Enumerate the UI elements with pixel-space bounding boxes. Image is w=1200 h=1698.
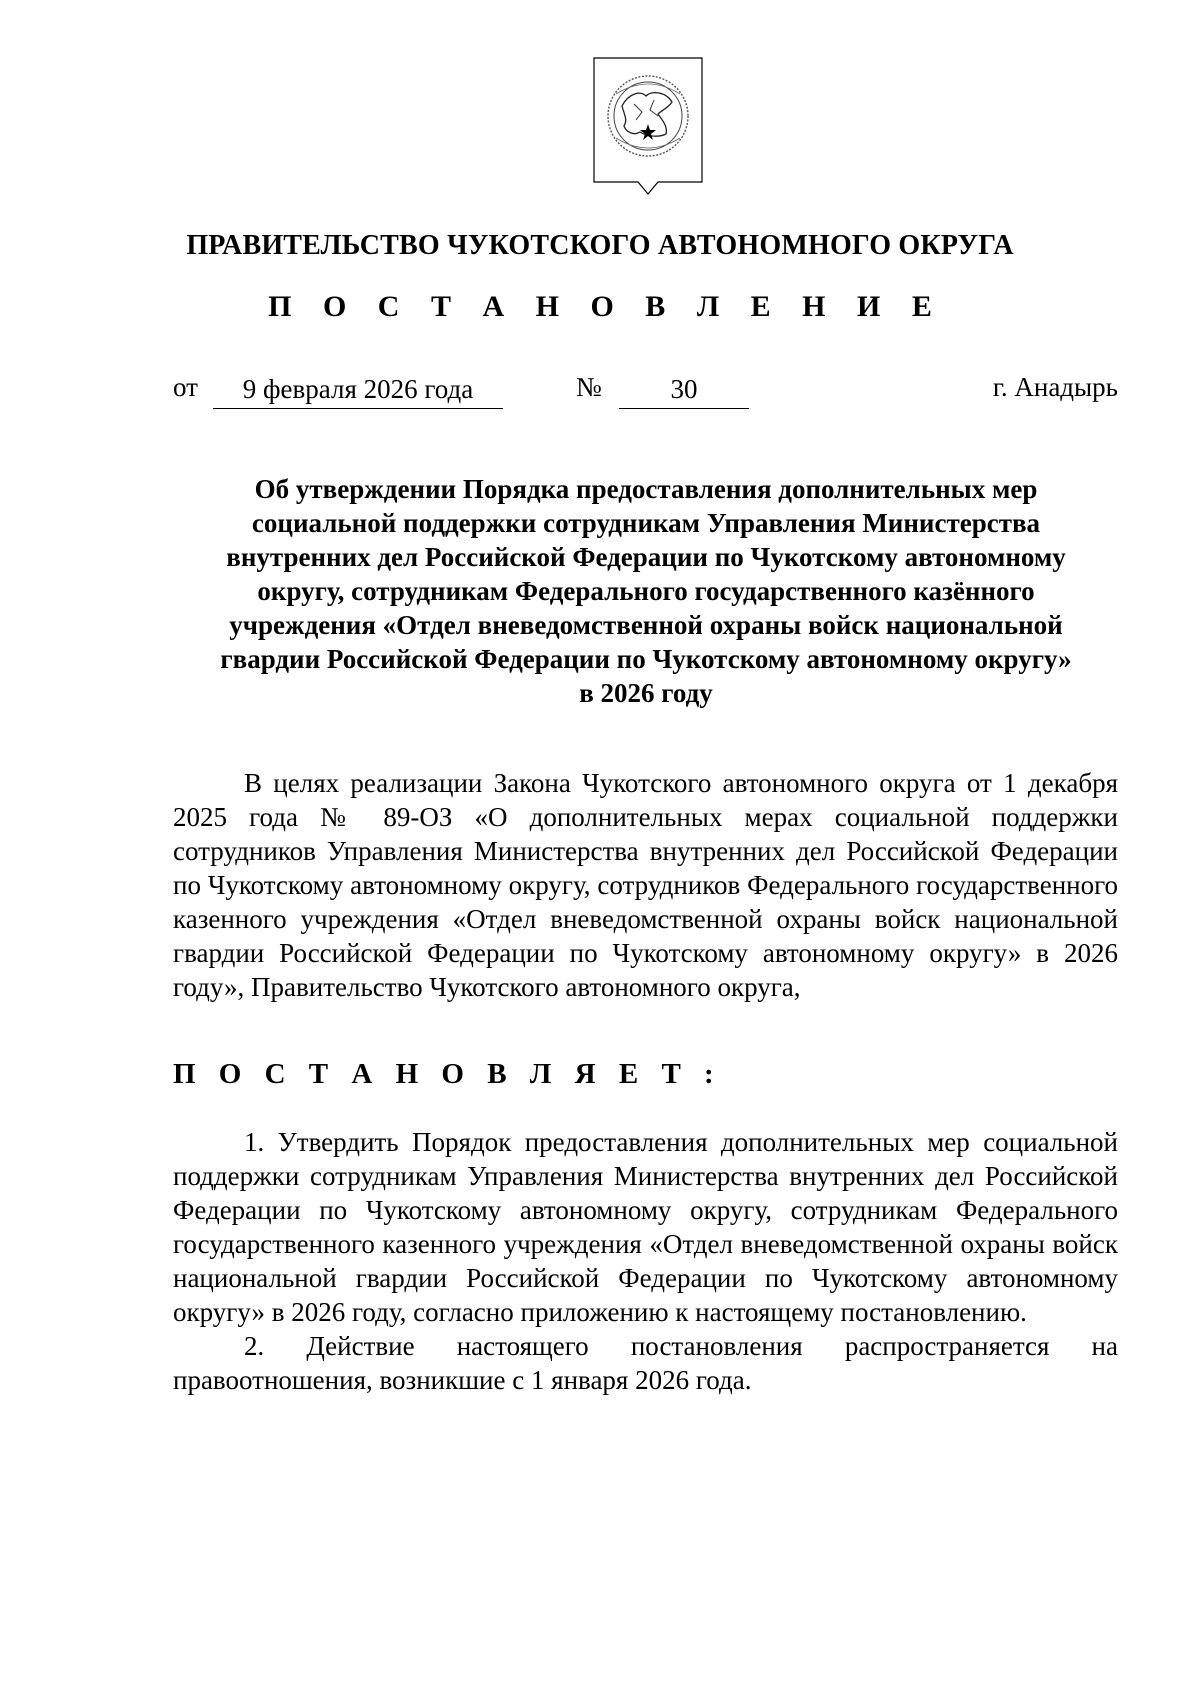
document-city: г. Анадырь — [992, 372, 1118, 402]
document-subject — [175, 472, 1117, 710]
subject-line: округу, сотрудникам Федерального государственного казённого — [257, 576, 1035, 606]
number-sign: № — [576, 372, 602, 402]
document-date: 9 февраля 2026 года — [213, 372, 503, 409]
subject-line: внутренних дел Российской Федерации по Чукотскому автономному — [226, 542, 1066, 572]
decree-item-1: 1. Утвердить Порядок предоставления дополнительных мер социальной поддержки сотрудникам Управления Министерства внутренних дел Российской Федерации по Чукотскому автономному округу, сотрудникам Федерального государственного казенного учреждения «Отдел вневедомственной охраны войск национальной гвардии Российской Федерации по Чукотскому автономному округу» в 2026 году, согласно приложению к настоящему постановлению. — [173, 1127, 1118, 1327]
organization-title: ПРАВИТЕЛЬСТВО ЧУКОТСКОГО АВТОНОМНОГО ОКРУГА — [186, 230, 1014, 261]
decree-word: П О С Т А Н О В Л Я Е Т : — [173, 1058, 722, 1090]
subject-line: Об утверждении Порядка предоставления дополнительных мер — [254, 474, 1038, 504]
preamble — [173, 766, 1118, 1004]
preamble-paragraph: В целях реализации Закона Чукотского автономного округа от 1 декабря 2025 года № 89-ОЗ «О дополнительных мерах социальной поддержки сотрудников Управления Министерства внутренних дел Российской Федерации по Чукотскому автономному округу, сотрудников Федерального государственного казенного учреждения «Отдел вневедомственной охраны войск национальной гвардии Российской Федерации по Чукотскому автономному округу» в 2026 году», Правительство Чукотского автономного округа, — [173, 768, 1118, 1002]
decree-items — [173, 1125, 1118, 1397]
decree-item-2: 2. Действие настоящего постановления распространяется на правоотношения, возникшие с 1 января 2026 года. — [173, 1331, 1118, 1395]
chukotka-coat-of-arms-icon — [588, 54, 708, 206]
date-prefix: от — [173, 372, 198, 402]
subject-line: гвардии Российской Федерации по Чукотскому автономному округу» — [220, 644, 1072, 674]
subject-line: учреждения «Отдел вневедомственной охраны войск национальной — [229, 610, 1063, 640]
document-number: 30 — [619, 372, 749, 409]
subject-line: социальной поддержки сотрудникам Управления Министерства — [251, 508, 1041, 538]
document-type: П О С Т А Н О В Л Е Н И Е — [268, 290, 944, 323]
subject-line: в 2026 году — [579, 678, 713, 708]
dateline — [173, 372, 1118, 412]
